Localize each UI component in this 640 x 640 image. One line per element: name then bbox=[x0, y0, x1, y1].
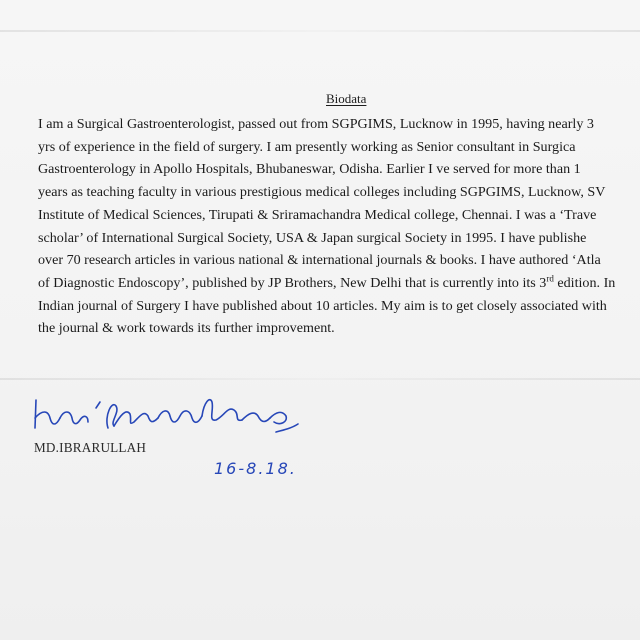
paragraph-line: over 70 research articles in various national & international journals & books. I have authored ‘Atla bbox=[38, 252, 601, 269]
handwritten-signature bbox=[30, 388, 305, 446]
signature-date: 16-8.18. bbox=[214, 459, 297, 478]
paper-fold-top bbox=[0, 30, 640, 32]
paragraph-line: I am a Surgical Gastroenterologist, passed out from SGPGIMS, Lucknow in 1995, having nearly 3 bbox=[38, 116, 594, 132]
paragraph-line: Institute of Medical Sciences, Tirupati & Sriramachandra Medical college, Chennai. I was a ‘Trave bbox=[38, 206, 597, 223]
ordinal-suffix: rd bbox=[546, 273, 554, 284]
line-tail: edition. In bbox=[553, 274, 616, 291]
paragraph-line bbox=[38, 272, 615, 295]
paragraph-line: years as teaching faculty in various prestigious medical colleges including SGPGIMS, Lucknow, SV bbox=[38, 184, 606, 201]
paragraph-line: Gastroenterology in Apollo Hospitals, Bhubaneswar, Odisha. Earlier I ve served for more than 1 bbox=[38, 161, 581, 178]
signatory-name: MD.IBRARULLAH bbox=[34, 440, 147, 455]
paragraph-line: scholar’ of International Surgical Society, USA & Japan surgical Society in 1995. I have publishe bbox=[38, 229, 587, 246]
paragraph-line: yrs of experience in the field of surgery. I am presently working as Senior consultant in Surgica bbox=[38, 138, 576, 155]
document-title: Biodata bbox=[326, 91, 367, 106]
paragraph-line: the journal & work towards its further improvement. bbox=[38, 320, 335, 337]
line-text: of Diagnostic Endoscopy’, published by JP Brothers, New Delhi that is currently into its 3 bbox=[38, 274, 547, 291]
paragraph-line: Indian journal of Surgery I have published about 10 articles. My aim is to get closely associated with bbox=[38, 297, 607, 314]
paper-fold-middle bbox=[0, 378, 640, 380]
